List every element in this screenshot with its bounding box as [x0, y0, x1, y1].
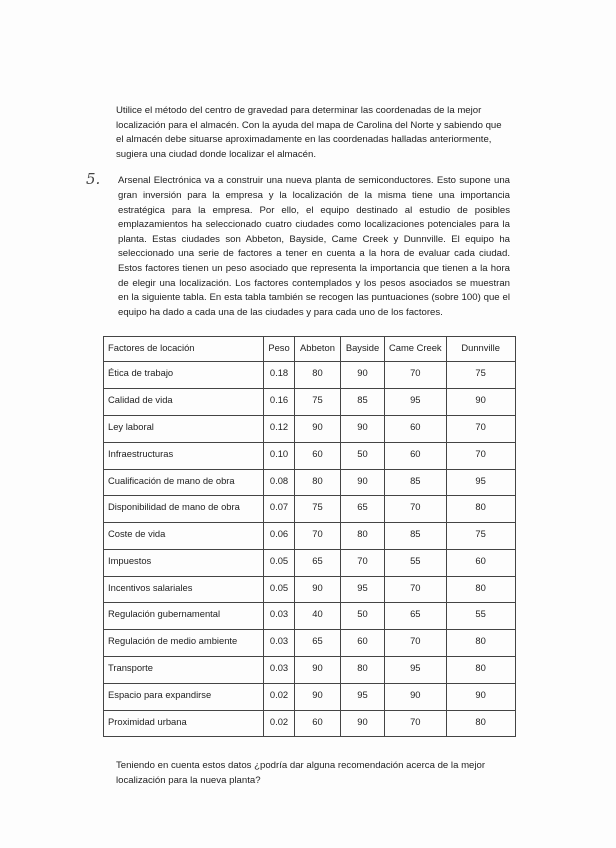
- problem-section: [0, 170, 616, 320]
- score-cell: 80: [446, 657, 515, 684]
- table-header-row: [104, 337, 516, 362]
- table-row: [104, 496, 516, 523]
- problem-number-handwritten: 5.: [86, 170, 101, 189]
- problem-paragraph: Arsenal Electrónica va a construir una nueva planta de semiconductores. Esto supone una gran inversión para la empresa y la localización de la misma tiene una importancia estratégica para la empresa. Por ello, el equipo destinado al estudio de posibles emplazamientos ha seleccionado cuatro ciudades como localizaciones potenciales para la planta. Estas ciudades son Abbeton, Bayside, Came Creek y Dunnville. El equipo ha seleccionado una serie de factores a tener en cuenta a la hora de evaluar cada ciudad. Estos factores tienen un peso asociado que representa la importancia que tienen a la hora de elegir una localización. Los factores contemplados y los pesos asociados se muestran en la siguiente tabla. En esta tabla también se recogen las puntuaciones (sobre 100) que el equipo ha dado a cada una de las ciudades y para cada uno de los factores.: [118, 175, 510, 318]
- weight-cell: 0.06: [264, 523, 295, 550]
- column-header: Came Creek: [385, 337, 447, 362]
- score-cell: 85: [341, 389, 385, 416]
- score-cell: 80: [295, 469, 341, 496]
- table-row: [104, 415, 516, 442]
- score-cell: 80: [446, 496, 515, 523]
- weight-cell: 0.05: [264, 576, 295, 603]
- score-cell: 60: [341, 630, 385, 657]
- score-cell: 65: [295, 630, 341, 657]
- weight-cell: 0.02: [264, 710, 295, 737]
- weight-cell: 0.16: [264, 389, 295, 416]
- factor-name-cell: Incentivos salariales: [104, 576, 264, 603]
- weight-cell: 0.03: [264, 603, 295, 630]
- table-row: [104, 523, 516, 550]
- table-row: [104, 442, 516, 469]
- weight-cell: 0.02: [264, 683, 295, 710]
- factor-name-cell: Espacio para expandirse: [104, 683, 264, 710]
- score-cell: 70: [385, 496, 447, 523]
- factor-name-cell: Coste de vida: [104, 523, 264, 550]
- score-cell: 60: [446, 549, 515, 576]
- table-row: [104, 683, 516, 710]
- score-cell: 65: [295, 549, 341, 576]
- score-cell: 90: [295, 576, 341, 603]
- score-cell: 90: [341, 362, 385, 389]
- score-cell: 90: [446, 683, 515, 710]
- score-cell: 90: [295, 657, 341, 684]
- weight-cell: 0.18: [264, 362, 295, 389]
- table-row: [104, 549, 516, 576]
- column-header: Abbeton: [295, 337, 341, 362]
- score-cell: 90: [446, 389, 515, 416]
- score-cell: 70: [385, 630, 447, 657]
- factor-name-cell: Regulación gubernamental: [104, 603, 264, 630]
- score-cell: 90: [341, 710, 385, 737]
- factor-name-cell: Proximidad urbana: [104, 710, 264, 737]
- score-cell: 55: [446, 603, 515, 630]
- table-row: [104, 657, 516, 684]
- score-cell: 75: [446, 523, 515, 550]
- score-cell: 90: [295, 415, 341, 442]
- score-cell: 95: [341, 683, 385, 710]
- factor-name-cell: Impuestos: [104, 549, 264, 576]
- factor-name-cell: Cualificación de mano de obra: [104, 469, 264, 496]
- score-cell: 75: [446, 362, 515, 389]
- score-cell: 70: [385, 576, 447, 603]
- score-cell: 55: [385, 549, 447, 576]
- weight-cell: 0.05: [264, 549, 295, 576]
- table-row: [104, 710, 516, 737]
- score-cell: 60: [295, 710, 341, 737]
- score-cell: 80: [446, 576, 515, 603]
- score-cell: 80: [295, 362, 341, 389]
- score-cell: 85: [385, 523, 447, 550]
- score-cell: 70: [385, 362, 447, 389]
- score-cell: 50: [341, 603, 385, 630]
- column-header: Dunnville: [446, 337, 515, 362]
- score-cell: 70: [446, 442, 515, 469]
- factor-name-cell: Ética de trabajo: [104, 362, 264, 389]
- score-cell: 80: [446, 630, 515, 657]
- factor-name-cell: Transporte: [104, 657, 264, 684]
- score-cell: 95: [385, 657, 447, 684]
- score-cell: 75: [295, 389, 341, 416]
- score-cell: 65: [341, 496, 385, 523]
- score-cell: 80: [341, 523, 385, 550]
- score-cell: 65: [385, 603, 447, 630]
- score-cell: 40: [295, 603, 341, 630]
- weight-cell: 0.10: [264, 442, 295, 469]
- score-cell: 90: [385, 683, 447, 710]
- weight-cell: 0.07: [264, 496, 295, 523]
- score-cell: 85: [385, 469, 447, 496]
- score-cell: 80: [446, 710, 515, 737]
- column-header: Peso: [264, 337, 295, 362]
- column-header: Bayside: [341, 337, 385, 362]
- score-cell: 70: [446, 415, 515, 442]
- score-cell: 60: [385, 415, 447, 442]
- score-cell: 70: [385, 710, 447, 737]
- score-cell: 95: [385, 389, 447, 416]
- score-cell: 60: [385, 442, 447, 469]
- factor-name-cell: Disponibilidad de mano de obra: [104, 496, 264, 523]
- factor-name-cell: Infraestructuras: [104, 442, 264, 469]
- score-cell: 95: [341, 576, 385, 603]
- table-row: [104, 389, 516, 416]
- score-cell: 70: [295, 523, 341, 550]
- intro-paragraph: Utilice el método del centro de gravedad para determinar las coordenadas de la mejor localización para el almacén. Con la ayuda del mapa de Carolina del Norte y sabiendo que el almacén debe situarse aproximadamente en las coordenadas halladas anteriormente, sugiera una ciudad donde localizar el almacén.: [116, 105, 502, 160]
- question-paragraph: Teniendo en cuenta estos datos ¿podría dar alguna recomendación acerca de la mejor localización para la nueva planta?: [116, 760, 486, 787]
- score-cell: 50: [341, 442, 385, 469]
- weight-cell: 0.12: [264, 415, 295, 442]
- score-cell: 80: [341, 657, 385, 684]
- score-cell: 90: [295, 683, 341, 710]
- score-cell: 70: [341, 549, 385, 576]
- location-factors-table: [103, 336, 516, 737]
- score-cell: 75: [295, 496, 341, 523]
- score-cell: 60: [295, 442, 341, 469]
- weight-cell: 0.08: [264, 469, 295, 496]
- table-row: [104, 603, 516, 630]
- factor-name-cell: Regulación de medio ambiente: [104, 630, 264, 657]
- column-header: Factores de locación: [104, 337, 264, 362]
- weight-cell: 0.03: [264, 657, 295, 684]
- factor-name-cell: Ley laboral: [104, 415, 264, 442]
- table-row: [104, 630, 516, 657]
- table-row: [104, 362, 516, 389]
- table-row: [104, 469, 516, 496]
- score-cell: 90: [341, 415, 385, 442]
- weight-cell: 0.03: [264, 630, 295, 657]
- score-cell: 95: [446, 469, 515, 496]
- factor-name-cell: Calidad de vida: [104, 389, 264, 416]
- table-row: [104, 576, 516, 603]
- score-cell: 90: [341, 469, 385, 496]
